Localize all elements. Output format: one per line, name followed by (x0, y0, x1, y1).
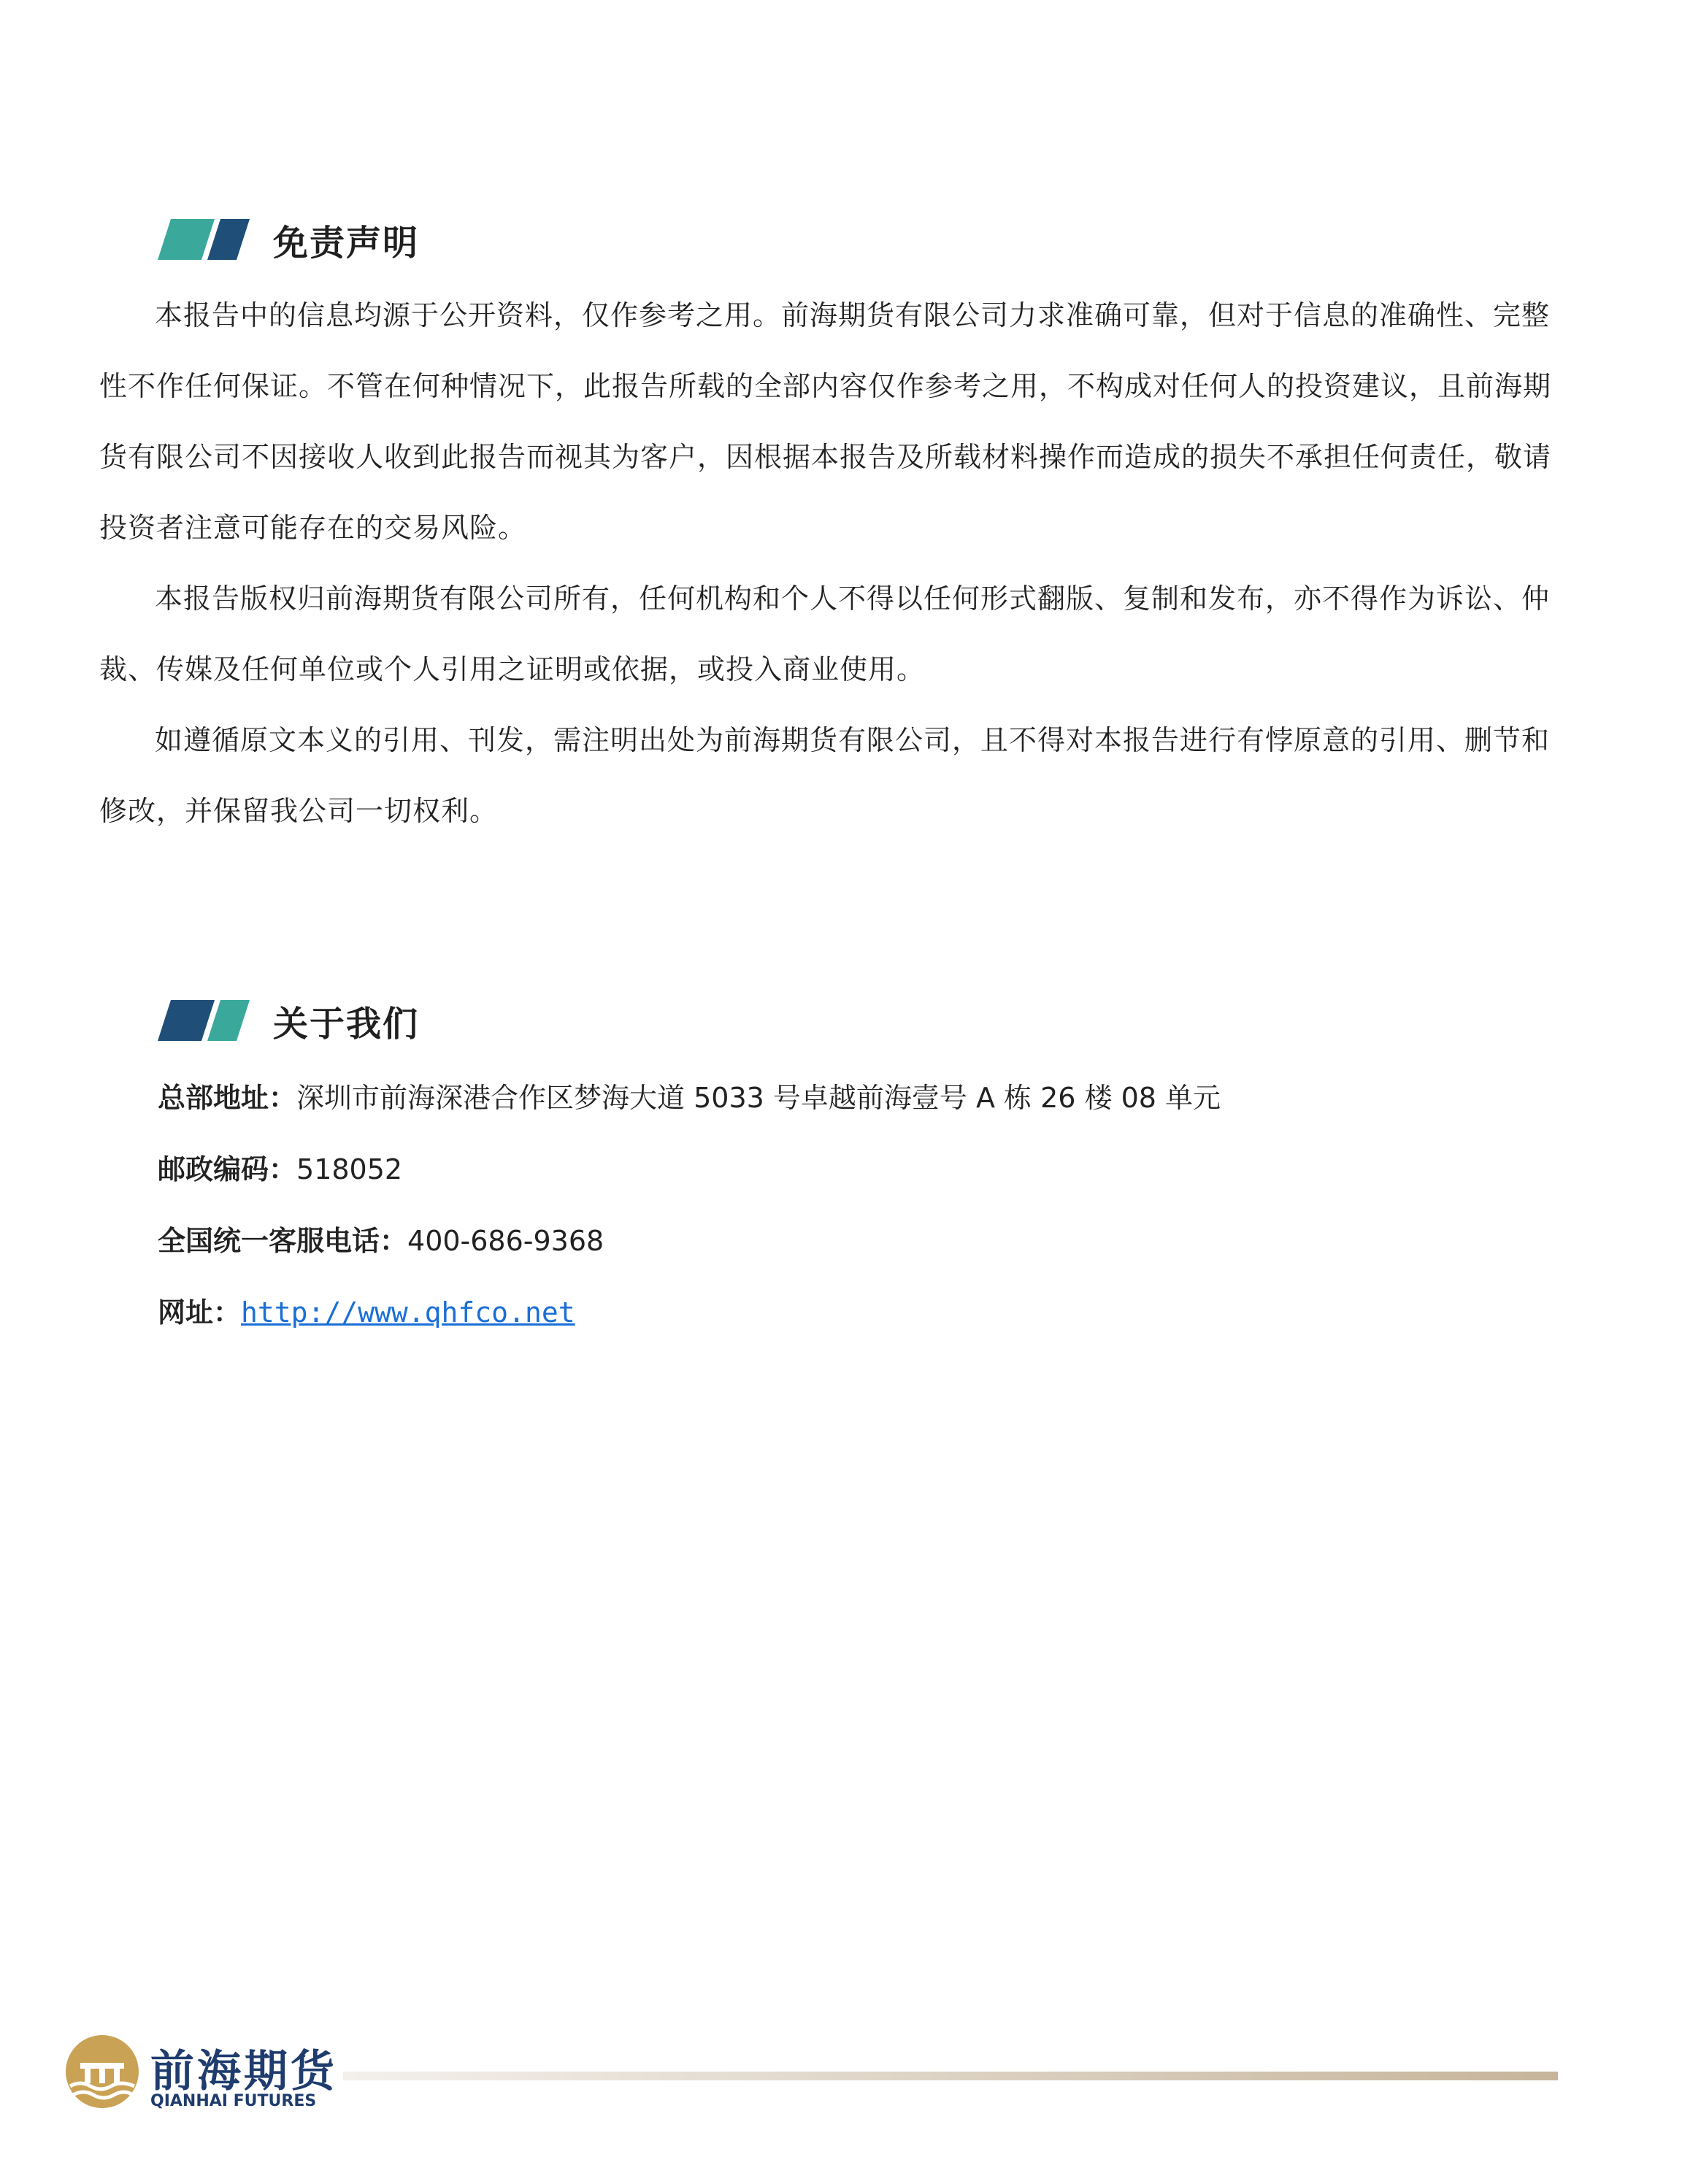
disclaimer-header (158, 218, 420, 264)
postcode-value: 518052 (296, 1153, 403, 1185)
about-header (158, 999, 420, 1045)
website-link[interactable]: http://www.qhfco.net (241, 1296, 575, 1329)
address-line (158, 1076, 1221, 1120)
address-label: 总部地址： (158, 1082, 297, 1114)
disclaimer-title: 免责声明 (273, 222, 420, 264)
website-label: 网址： (158, 1296, 242, 1329)
disclaimer-paragraph-3: 如遵循原文本义的引用、刊发，需注明出处为前海期货有限公司，且不得对本报告进行有悖原意的引用、删节和修改，并保留我公司一切权利。 (99, 724, 1551, 827)
disclaimer-paragraph-1: 本报告中的信息均源于公开资料，仅作参考之用。前海期货有限公司力求准确可靠，但对于信息的准确性、完整性不作任何保证。不管在何种情况下，此报告所载的全部内容仅作参考之用，不构成对任何人的投资建议，且前海期货有限公司不因接收人收到此报告而视其为客户，因根据本报告及所载材料操作而造成的损失不承担任何责任，敬请投资者注意可能存在的交易风险。 (99, 299, 1552, 544)
logo-english-name: QIANHAI FUTURES (150, 2092, 317, 2110)
company-logo (64, 2034, 337, 2114)
postcode-label: 邮政编码： (158, 1153, 297, 1185)
phone-line (158, 1219, 604, 1263)
about-title: 关于我们 (273, 1003, 420, 1045)
section-header-icon (158, 219, 250, 260)
address-value: 深圳市前海深港合作区梦海大道 5033 号卓越前海壹号 A 栋 26 楼 08 单元 (296, 1082, 1221, 1114)
disclaimer-paragraph-2: 本报告版权归前海期货有限公司所有，任何机构和个人不得以任何形式翻版、复制和发布，亦不得作为诉讼、仲裁、传媒及任何单位或个人引用之证明或依据，或投入商业使用。 (99, 582, 1551, 685)
postcode-line (158, 1147, 402, 1191)
website-line (158, 1291, 575, 1334)
footer-divider-bar (343, 2072, 1558, 2080)
section-header-icon (158, 1000, 250, 1041)
phone-value: 400-686-9368 (407, 1225, 604, 1257)
phone-label: 全国统一客服电话： (158, 1225, 408, 1257)
logo-mark-icon (64, 2034, 140, 2110)
logo-chinese-name: 前海期货 (150, 2046, 337, 2097)
